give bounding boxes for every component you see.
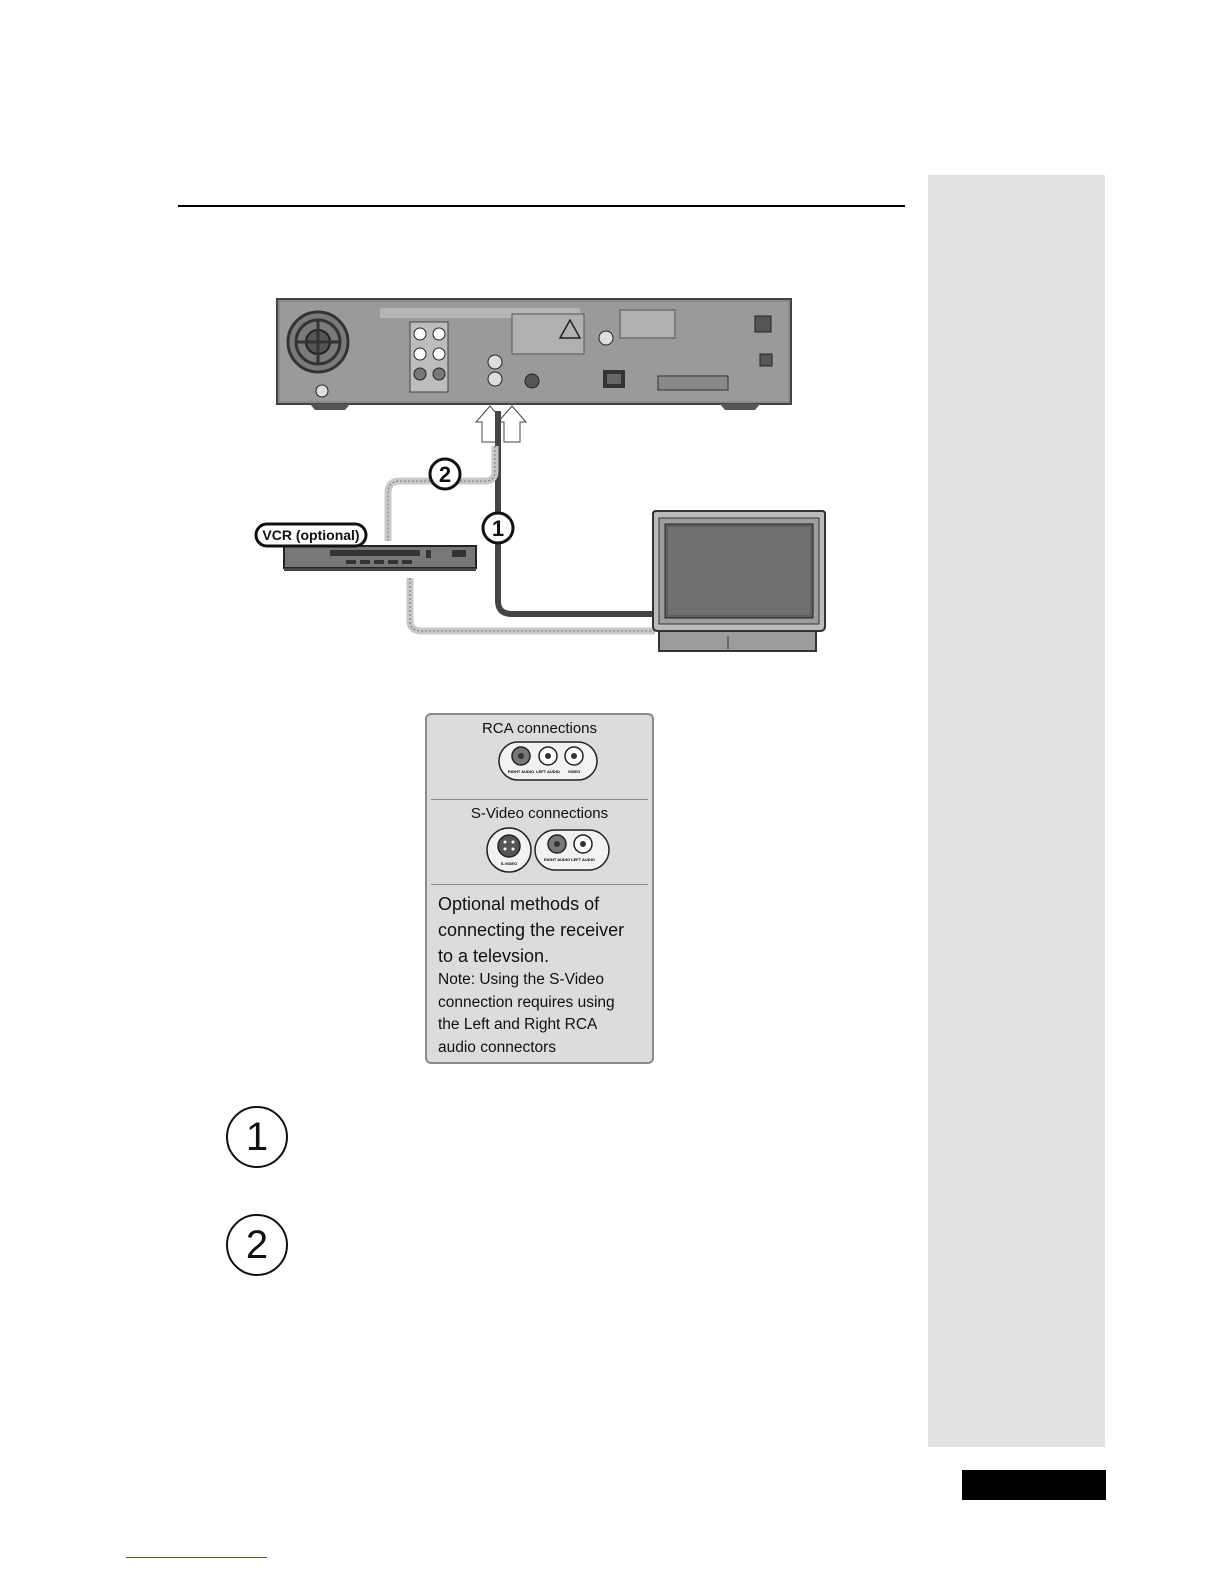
svideo-title: S-Video connections [470, 805, 609, 822]
callout-2-label: 2 [438, 462, 452, 487]
svideo-jacks-icon [427, 826, 656, 876]
rca-port-video: VIDEO [567, 769, 581, 774]
callout-1 [483, 513, 513, 543]
inset-heading-line: connecting the receiver [438, 920, 625, 940]
connection-options-box [425, 713, 654, 1064]
vcr-label-badge [256, 524, 366, 546]
television [653, 511, 825, 651]
inset-note-line: connection requires using [438, 993, 615, 1011]
svideo-port-left-audio: LEFT AUDIO [571, 857, 595, 862]
inset-divider [431, 884, 648, 885]
fan-icon [288, 312, 348, 372]
inset-note-line: audio connectors [438, 1038, 557, 1056]
inset-heading-line: to a televsion. [438, 946, 550, 966]
inset-note [438, 969, 653, 1059]
inset-heading-line: Optional methods of [438, 894, 600, 914]
link-underline [126, 1557, 267, 1558]
inset-note-line: Note: Using the S-Video [438, 971, 605, 988]
inset-note-line: the Left and Right RCA [438, 1016, 598, 1033]
coax-cable-1 [498, 411, 655, 614]
step-2-marker: 2 [226, 1214, 288, 1276]
rca-port-left-audio: LEFT AUDIO [536, 769, 560, 774]
inset-heading [438, 891, 653, 969]
inset-description [438, 891, 653, 1059]
header-rule [178, 205, 905, 207]
connection-diagram [250, 296, 830, 656]
vcr-label: VCR (optional) [262, 527, 360, 543]
svideo-section [427, 805, 652, 876]
coax-cable-vcr-tv [410, 578, 655, 631]
side-panel [928, 175, 1105, 1447]
vcr-device [284, 546, 476, 571]
page-number-bar [962, 1470, 1106, 1500]
receiver-back-panel [277, 299, 791, 410]
inset-divider [431, 799, 648, 800]
callout-2 [430, 459, 460, 489]
rca-section [427, 720, 652, 785]
rca-port-right-audio: RIGHT AUDIO [507, 769, 535, 774]
callout-1-label: 1 [491, 516, 505, 541]
svideo-port-svideo: S-VIDEO [500, 861, 518, 866]
svideo-port-right-audio: RIGHT AUDIO [543, 857, 571, 862]
step-1-marker: 1 [226, 1106, 288, 1168]
rca-title: RCA connections [481, 720, 598, 737]
rca-jacks-icon [427, 739, 656, 785]
